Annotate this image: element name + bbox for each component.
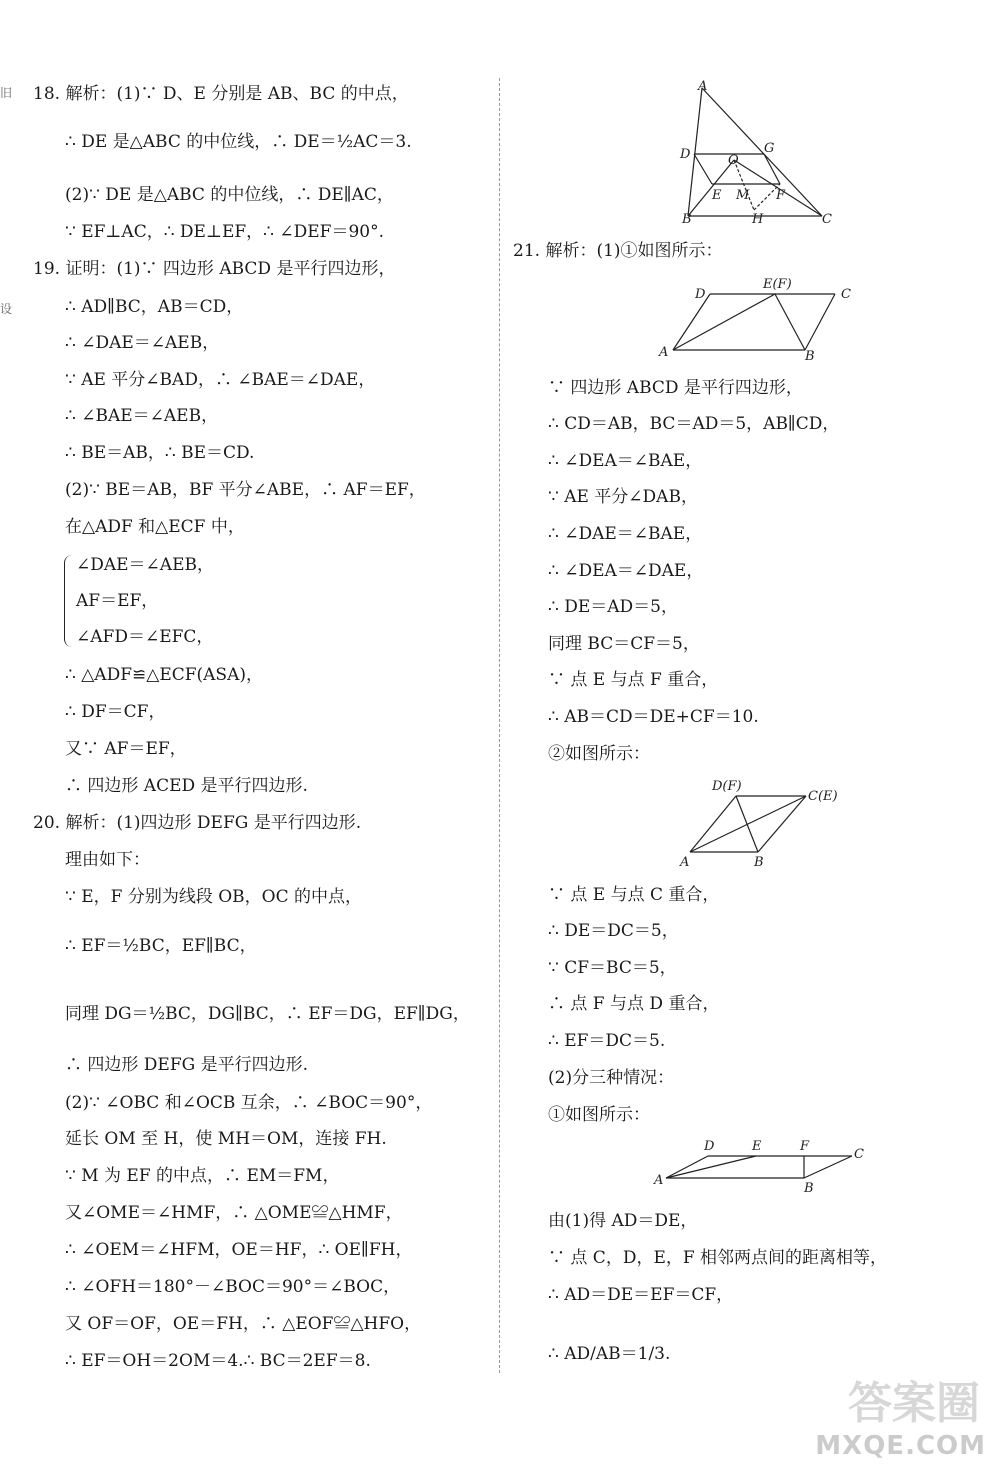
text-line: ∴ DE＝AD＝5， bbox=[548, 597, 678, 617]
text-line: 由(1)得 AD＝DE， bbox=[548, 1211, 698, 1231]
watermark-url: MXQE.COM bbox=[815, 1431, 986, 1461]
text-line: ∴ ∠BAE＝∠AEB， bbox=[65, 406, 219, 426]
text-line: ∴ EF＝DC＝5. bbox=[548, 1031, 666, 1051]
fig21b-label: D(F) bbox=[712, 779, 742, 794]
text-line: 又∵ AF＝EF， bbox=[65, 739, 187, 759]
fig20-label: A bbox=[698, 79, 708, 94]
text-line: ∴ 四边形 ACED 是平行四边形. bbox=[65, 776, 308, 796]
text-line: ∴ ∠OEM＝∠HFM，OE＝HF，∴ OE∥FH， bbox=[65, 1240, 413, 1260]
fig21c-label: D bbox=[704, 1139, 715, 1154]
text-line: 同理 BC＝CF＝5， bbox=[548, 634, 700, 654]
text-line: ∴ DE＝DC＝5， bbox=[548, 921, 679, 941]
text-line: ∴ ∠DAE＝∠AEB， bbox=[65, 333, 220, 353]
fig21a-label: C bbox=[841, 287, 851, 302]
figure-21-2a bbox=[650, 1132, 870, 1200]
text-line: ∵ 点 C，D，E，F 相邻两点间的距离相等， bbox=[548, 1248, 888, 1268]
text-line: ∴ EF＝½BC，EF∥BC， bbox=[65, 936, 257, 956]
fig21a-label: E(F) bbox=[763, 277, 792, 292]
fig21b-label: A bbox=[680, 855, 690, 870]
fig20-label: B bbox=[682, 212, 692, 227]
fig20-label: D bbox=[680, 147, 691, 162]
fig20-label: G bbox=[764, 141, 775, 156]
text-line: ∵ 点 E 与点 C 重合， bbox=[548, 885, 720, 905]
watermark-title: 答案圈 bbox=[848, 1378, 980, 1429]
text-line: ∴ ∠DEA＝∠DAE， bbox=[548, 561, 704, 581]
text-line: 同理 DG＝½BC，DG∥BC，∴ EF＝DG，EF∥DG， bbox=[65, 1004, 470, 1024]
fig20-label: F bbox=[776, 188, 786, 203]
fig21c-label: F bbox=[800, 1139, 810, 1154]
text-line: ∴ AD＝DE＝EF＝CF， bbox=[548, 1285, 734, 1305]
text-line: ∴ AD∥BC，AB＝CD， bbox=[65, 297, 244, 317]
text-line: ∴ 四边形 DEFG 是平行四边形. bbox=[65, 1055, 309, 1075]
figure-21-1b bbox=[676, 774, 851, 870]
text-line: ∴ CD＝AB，BC＝AD＝5，AB∥CD， bbox=[548, 414, 840, 434]
text-line: ∴ BE＝AB，∴ BE＝CD. bbox=[65, 443, 255, 463]
text-line: ∵ E，F 分别为线段 OB，OC 的中点， bbox=[65, 887, 363, 907]
text-line: 18. 解析：(1)∵ D、E 分别是 AB、BC 的中点， bbox=[33, 84, 409, 104]
fig21a-label: B bbox=[805, 349, 815, 362]
text-line: 20. 解析：(1)四边形 DEFG 是平行四边形. bbox=[33, 813, 362, 833]
text-line: 理由如下： bbox=[65, 850, 150, 870]
fig21b-label: C(E) bbox=[808, 789, 838, 804]
text-line: ∵ EF⊥AC，∴ DE⊥EF，∴ ∠DEF＝90°. bbox=[65, 222, 384, 242]
text-line: ∴ ∠OFH＝180°－∠BOC＝90°＝∠BOC， bbox=[65, 1277, 401, 1297]
text-line: ∵ AE 平分∠DAB， bbox=[548, 487, 698, 507]
fig20-label: C bbox=[822, 212, 832, 227]
text-line: ∴ ∠DEA＝∠BAE， bbox=[548, 451, 703, 471]
text-line: 延长 OM 至 H，使 MH＝OM，连接 FH. bbox=[65, 1129, 387, 1149]
text-line: ②如图所示： bbox=[548, 744, 650, 764]
text-line: ∴ DF＝CF， bbox=[65, 702, 166, 722]
text-line: 又 OF＝OF，OE＝FH，∴ △EOF≌△HFO， bbox=[65, 1314, 422, 1334]
text-line: 19. 证明：(1)∵ 四边形 ABCD 是平行四边形， bbox=[33, 259, 396, 279]
text-line: ∵ 四边形 ABCD 是平行四边形， bbox=[548, 378, 803, 398]
fig20-label: H bbox=[752, 212, 764, 227]
text-line: (2)∵ ∠OBC 和∠OCB 互余，∴ ∠BOC＝90°， bbox=[65, 1093, 433, 1113]
text-line: ∵ AE 平分∠BAD，∴ ∠BAE＝∠DAE， bbox=[65, 370, 376, 390]
text-line: ∴ 点 F 与点 D 重合， bbox=[548, 994, 720, 1014]
figure-problem-20 bbox=[672, 78, 842, 230]
text-line: 21. 解析：(1)①如图所示： bbox=[513, 241, 723, 261]
text-line: 又∠OME＝∠HMF，∴ △OME≌△HMF， bbox=[65, 1203, 403, 1223]
text-line: 在△ADF 和△ECF 中， bbox=[65, 517, 245, 537]
text-line: (2)∵ DE 是△ABC 的中位线，∴ DE∥AC， bbox=[65, 185, 394, 205]
text-line: ∵ 点 E 与点 F 重合， bbox=[548, 670, 719, 690]
text-line: ①如图所示： bbox=[548, 1105, 650, 1125]
text-line: (2)分三种情况： bbox=[548, 1068, 675, 1088]
column-divider bbox=[499, 78, 500, 1373]
fig21c-label: B bbox=[804, 1181, 814, 1196]
text-line: (2)∵ BE＝AB，BF 平分∠ABE，∴ AF＝EF， bbox=[65, 480, 426, 500]
fig21b-label: B bbox=[754, 855, 764, 870]
fig20-label: O bbox=[728, 153, 739, 168]
edge-mark: 设 bbox=[0, 302, 13, 316]
edge-mark: 旧 bbox=[0, 86, 13, 100]
fig21c-label: C bbox=[854, 1147, 864, 1162]
text-line: ∴ DE 是△ABC 的中位线，∴ DE＝½AC＝3. bbox=[65, 132, 412, 152]
fig21a-label: D bbox=[695, 287, 706, 302]
figure-21-1a bbox=[655, 272, 865, 362]
fig21c-label: E bbox=[752, 1139, 762, 1154]
text-line: ∴ EF＝OH＝2OM＝4.∴ BC＝2EF＝8. bbox=[65, 1351, 371, 1371]
text-line: ∠AFD＝∠EFC， bbox=[76, 627, 214, 647]
system-brace bbox=[64, 555, 73, 647]
text-line: ∴ AD/AB＝1/3. bbox=[548, 1344, 671, 1364]
text-line: ∵ CF＝BC＝5， bbox=[548, 958, 677, 978]
fig20-label: M bbox=[736, 188, 750, 203]
text-line: ∴ ∠DAE＝∠BAE， bbox=[548, 524, 703, 544]
fig21c-label: A bbox=[654, 1173, 664, 1188]
fig21a-label: A bbox=[659, 345, 669, 360]
text-line: AF＝EF， bbox=[76, 591, 159, 611]
text-line: ∴ AB＝CD＝DE+CF＝10. bbox=[548, 707, 759, 727]
text-line: ∴ △ADF≌△ECF(ASA)， bbox=[65, 665, 263, 685]
fig20-label: E bbox=[712, 188, 722, 203]
text-line: ∵ M 为 EF 的中点，∴ EM＝FM， bbox=[65, 1166, 340, 1186]
text-line: ∠DAE＝∠AEB， bbox=[76, 555, 214, 575]
